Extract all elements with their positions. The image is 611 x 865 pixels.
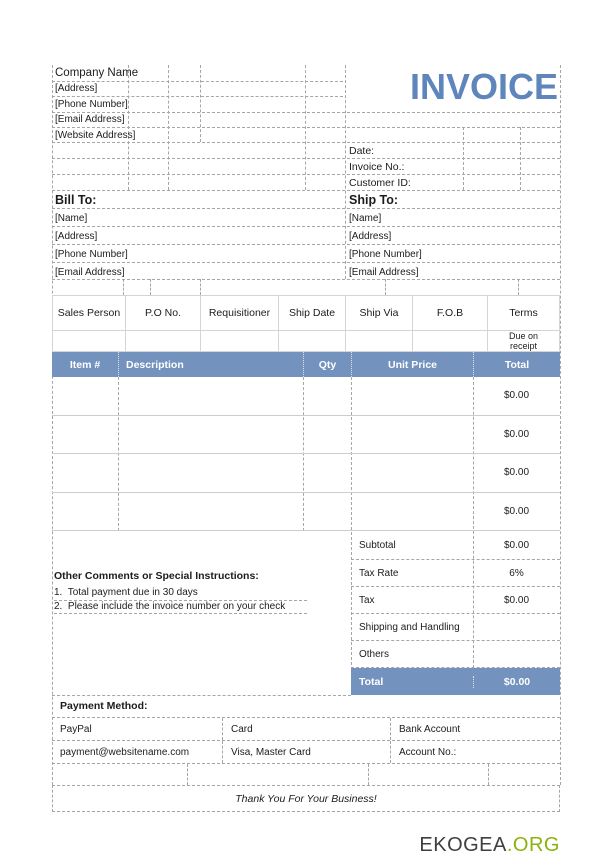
payment-method-heading: Payment Method: bbox=[60, 700, 148, 712]
grid-line bbox=[150, 279, 151, 295]
po-no-header: P.O No. bbox=[126, 296, 201, 330]
requisitioner-value bbox=[201, 331, 279, 351]
fob-value bbox=[413, 331, 488, 351]
invoice-sheet bbox=[52, 65, 560, 812]
item-row-total: $0.00 bbox=[503, 428, 530, 440]
shipping-info-header-row bbox=[53, 296, 559, 331]
unit-price-header: Unit Price bbox=[351, 352, 473, 377]
items-table-header bbox=[52, 352, 560, 377]
company-address: [Address] bbox=[55, 83, 98, 95]
comment-line: 2. Please include the invoice number on your check bbox=[54, 601, 307, 615]
payment-methods-row bbox=[52, 718, 560, 741]
company-email: [Email Address] bbox=[55, 114, 125, 126]
brand-suffix: .ORG bbox=[506, 834, 560, 856]
table-row bbox=[52, 454, 560, 493]
payment-details-row bbox=[52, 741, 560, 764]
grid-line bbox=[200, 279, 201, 295]
shipping-handling-label: Shipping and Handling bbox=[359, 621, 460, 633]
company-header bbox=[55, 65, 335, 143]
bill-to-address: [Address] bbox=[55, 230, 98, 242]
grid-line bbox=[488, 764, 489, 785]
summary-row-tax bbox=[351, 587, 560, 614]
po-no-value bbox=[126, 331, 201, 351]
requisitioner-header: Requisitioner bbox=[201, 296, 279, 330]
comment-line: 1. Total payment due in 30 days bbox=[54, 587, 307, 601]
brand-logo bbox=[419, 834, 560, 857]
grid-line bbox=[518, 279, 519, 295]
ship-via-header: Ship Via bbox=[346, 296, 413, 330]
item-row-total: $0.00 bbox=[503, 390, 530, 402]
summary-row-tax-rate bbox=[351, 560, 560, 587]
grid-line bbox=[560, 65, 561, 785]
sales-person-value bbox=[53, 331, 126, 351]
comments-section bbox=[54, 531, 307, 614]
table-row bbox=[52, 416, 560, 455]
bill-to-phone: [Phone Number] bbox=[55, 248, 128, 260]
bill-to-name: [Name] bbox=[55, 212, 88, 224]
others-label: Others bbox=[359, 648, 390, 660]
invoice-no-label: Invoice No.: bbox=[349, 161, 405, 173]
grid-line bbox=[345, 65, 346, 279]
tax-value: $0.00 bbox=[503, 594, 530, 606]
summary-row-subtotal bbox=[351, 531, 560, 560]
grid-line bbox=[187, 764, 188, 785]
subtotal-value: $0.00 bbox=[503, 539, 530, 551]
grid-line bbox=[385, 279, 386, 295]
bank-detail: Account No.: bbox=[390, 741, 560, 763]
totals-summary bbox=[351, 531, 560, 695]
brand-name: EKOGEA bbox=[419, 834, 507, 856]
invoice-title: INVOICE bbox=[409, 66, 558, 107]
invoice-meta bbox=[349, 143, 411, 191]
grand-total-row bbox=[351, 668, 560, 695]
sales-person-header: Sales Person bbox=[53, 296, 126, 330]
ship-via-value bbox=[346, 331, 413, 351]
comments-heading: Other Comments or Special Instructions: bbox=[54, 570, 259, 582]
payment-section bbox=[52, 695, 560, 764]
grand-total-value: $0.00 bbox=[473, 676, 560, 688]
grid-line bbox=[123, 279, 124, 295]
item-row-total: $0.00 bbox=[503, 467, 530, 479]
thank-you-note: Thank You For Your Business! bbox=[52, 785, 560, 812]
paypal-detail: payment@websitename.com bbox=[60, 746, 190, 758]
shipping-info-table bbox=[52, 295, 560, 352]
payment-method-bank: Bank Account bbox=[390, 718, 560, 740]
bill-to-email: [Email Address] bbox=[55, 266, 125, 278]
terms-value: Due on receipt bbox=[508, 330, 539, 351]
customer-id-label: Customer ID: bbox=[349, 177, 411, 189]
table-row bbox=[52, 377, 560, 416]
terms-header: Terms bbox=[509, 306, 538, 319]
shipping-info-value-row bbox=[53, 331, 559, 351]
tax-rate-value: 6% bbox=[509, 567, 524, 579]
ship-date-value bbox=[279, 331, 346, 351]
grand-total-label: Total bbox=[359, 675, 384, 688]
card-detail: Visa, Master Card bbox=[222, 741, 390, 763]
payment-method-paypal: PayPal bbox=[60, 723, 92, 735]
description-header: Description bbox=[118, 352, 303, 377]
summary-row-shipping bbox=[351, 614, 560, 641]
grid-line bbox=[463, 127, 464, 190]
grid-line bbox=[368, 764, 369, 785]
tax-label: Tax bbox=[359, 594, 375, 606]
summary-row-others bbox=[351, 641, 560, 668]
bill-to-heading: Bill To: bbox=[55, 192, 97, 207]
ship-to-address: [Address] bbox=[349, 230, 392, 242]
bill-to-section bbox=[55, 190, 337, 281]
item-row-total: $0.00 bbox=[503, 505, 530, 517]
tax-rate-label: Tax Rate bbox=[359, 567, 399, 579]
company-website: [Website Address] bbox=[55, 129, 136, 141]
total-header: Total bbox=[473, 352, 560, 377]
subtotal-label: Subtotal bbox=[359, 539, 396, 551]
ship-to-email: [Email Address] bbox=[349, 266, 419, 278]
date-label: Date: bbox=[349, 145, 375, 157]
items-table-body bbox=[52, 377, 560, 531]
company-name: Company Name bbox=[55, 67, 139, 79]
ship-to-name: [Name] bbox=[349, 212, 382, 224]
company-phone: [Phone Number] bbox=[55, 98, 128, 110]
fob-header: F.O.B bbox=[413, 296, 488, 330]
grid-line bbox=[520, 127, 521, 190]
table-row bbox=[52, 493, 560, 532]
ship-date-header: Ship Date bbox=[279, 296, 346, 330]
ship-to-phone: [Phone Number] bbox=[349, 248, 422, 260]
ship-to-section bbox=[349, 190, 557, 281]
payment-method-card: Card bbox=[222, 718, 390, 740]
payment-heading-row bbox=[52, 695, 560, 718]
item-number-header: Item # bbox=[69, 358, 101, 371]
ship-to-heading: Ship To: bbox=[349, 192, 399, 207]
qty-header: Qty bbox=[303, 352, 351, 377]
